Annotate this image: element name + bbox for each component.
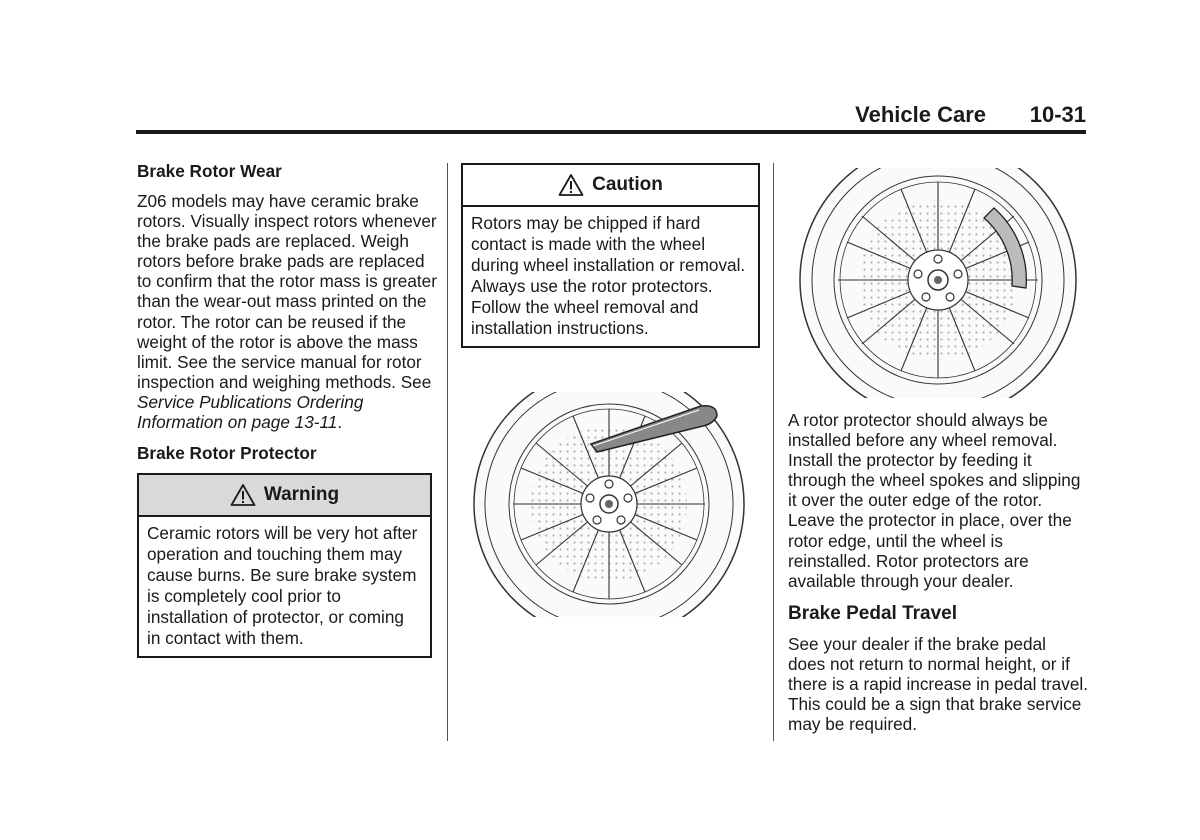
wheel-spoke-illustration: [798, 168, 1078, 398]
warning-text: Ceramic rotors will be very hot after operation and touching them may cause burns. Be sure brake system is completely cool prior to installation of protector, or coming in contact with them.: [147, 523, 418, 649]
caution-triangle-icon: [558, 173, 584, 197]
rotor-protector-paragraph: A rotor protector should always be installed before any wheel removal. Install the protector by feeding it through the wheel spokes and slipping it over the outer edge of the rotor. Leave the protector in place, over the rotor edge, until the wheel is reinstalled. Rotor protectors are available through your dealer.: [788, 410, 1081, 591]
column-3: [788, 160, 1088, 744]
brake-rotor-wear-heading: Brake Rotor Wear: [137, 161, 282, 181]
page-header: [136, 100, 1086, 134]
caution-box: [461, 163, 760, 348]
brake-rotor-wear-paragraph: [137, 191, 437, 432]
caution-text: Rotors may be chipped if hard contact is made with the wheel during wheel installation or removal. Always use the rotor protectors. Follow the wheel removal and installation instructions.: [471, 213, 746, 338]
paragraph-text: Z06 models may have ceramic brake rotors. Visually inspect rotors whenever the brake pads are replaced. Weigh rotors before brake pads are replaced to confirm that the rotor mass is greater than the wear-out mass printed on the rotor. The rotor can be reused if the weight of the rotor is above the mass limit. See the service manual for rotor inspection and weighing methods. See: [137, 191, 437, 392]
warning-box: [137, 473, 432, 658]
brake-rotor-protector-heading: Brake Rotor Protector: [137, 443, 317, 464]
column-2: [461, 163, 761, 617]
brake-pedal-travel-heading: Brake Pedal Travel: [788, 602, 957, 624]
section-title: Vehicle Care: [855, 102, 986, 127]
caution-header: [463, 165, 758, 207]
column-1: [137, 160, 437, 658]
paragraph-end: .: [337, 412, 343, 433]
cross-reference: Service Publications Ordering Information on page 13-11: [137, 391, 364, 433]
warning-title: Warning: [263, 484, 340, 506]
column-divider: [447, 163, 448, 741]
column-divider: [773, 163, 774, 741]
warning-header: [139, 475, 430, 517]
brake-pedal-travel-paragraph: See your dealer if the brake pedal does not return to normal height, or if there is a rapid increase in pedal travel. This could be a sign that brake service may be required.: [788, 633, 1088, 735]
warning-triangle-icon: [230, 483, 256, 507]
caution-title: Caution: [592, 173, 663, 195]
page-number: 10-31: [1029, 102, 1086, 127]
wheel-with-rotor-protector-illustration: [473, 392, 748, 617]
